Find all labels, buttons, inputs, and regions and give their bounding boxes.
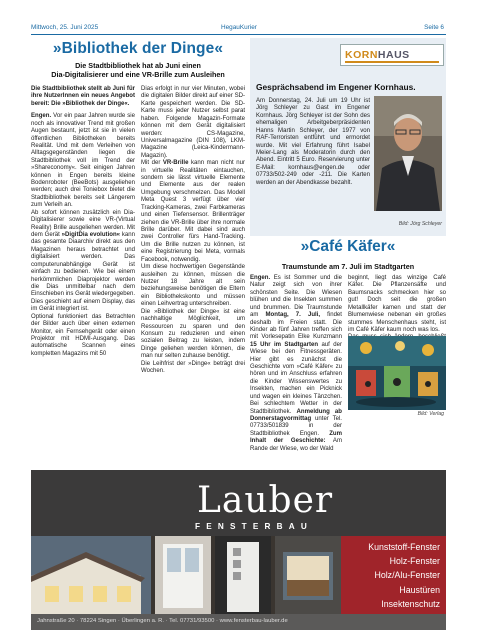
portrait-photo xyxy=(374,96,442,211)
body-text: Dias erfolgt in nur vier Minuten, wobei die digitalen Bilder direkt auf einer SD-Karte gespeichert werden. Die SD-Karte muss jeder Nutzer selbst parat haben. Folgende Magazin-Formate können mit dem Gerät digitalisiert werden: CS-Magazine, Universalmagazine (DIN 108), LKM-Magazine (Leica-Kindermann-Magazin). xyxy=(141,86,245,159)
body-text: Optional funktioniert das Betrachten der Bilder auch über einen externen Monitor, ein Fernsehgerät oder einen Projektor mit HDMI-Ausgang. Das automatische Scannen eines kompletten Magazins mit 50 xyxy=(31,313,135,357)
cafe-title: »Café Käfer« xyxy=(300,238,396,255)
body-text: Ab sofort können zusätzlich ein Dia-Digitalisierer sowie eine VR-(Virtual Reality) Brille ausgeliehen werden. Mit dem Gerät xyxy=(31,209,135,239)
kornhaus-heading: Gesprächsabend im Engener Kornhaus. xyxy=(256,82,416,92)
body-text: findet deshalb im Freien statt. Die Kinder ab fünf Jahren treffen sich mit Vorlesepatin Elke Kunzmann xyxy=(250,312,342,341)
body-text: beginnt, liegt das winzige Café Käfer. Die Pflanzensäfte und Baumsnacks schmecken hier so gut! Doch seit die großen Metallkäfer kamen und statt der Blumenwiese nebenan ein großes stummes Menschenhaus steht, ist im Café Käfer kaum noch was los. xyxy=(348,275,446,333)
cafe-column-1 xyxy=(250,275,342,453)
ad-product: Insektenschutz xyxy=(381,598,440,609)
body-text: Die »Bibliothek der Dinge« ist eine nachhaltige Möglichkeit, um Ressourcen zu sparen und den Konsum zu reduzieren und einen sozialen Beitrag zu leisten, indem Dinge geliehen werden können, die man nur selten zuhause benötigt. xyxy=(141,308,245,360)
kornhaus-box xyxy=(250,38,446,236)
ad-banner xyxy=(31,536,446,614)
ad-header xyxy=(31,470,446,530)
article-column-2 xyxy=(141,86,245,375)
ad-photos xyxy=(31,536,341,614)
ad-product-list xyxy=(368,540,440,611)
subtitle-line: Die Stadtbibliothek hat ab Juni einen xyxy=(75,61,201,70)
body-text: Die Leihfrist der »Dinge« beträgt drei Wochen. xyxy=(141,360,245,375)
body-text: Um diese hochwertigen Gegenstände ausleihen zu können, müssen die Nutzer 18 Jahre alt sein beziehungsweise benötigen die Eltern ein Bibliothekskonto und müssen einen Leihvertrag unterschreiben. xyxy=(141,264,245,308)
cafe-caption: Bild: Verlag xyxy=(417,411,444,417)
body-text: kann man nicht nur in virtuelle Realitäten eintauchen, sondern sie lässt virtuelle Elemente und Elemente aus der realen Umgebung verschmelzen. Das Modell Meta Quest 3 verfügt über vier Tracking-Kameras, zwei Farbkameras und einen Tiefensensor. Brillenträger ziehen die VR-Brille über ihre normale Brille darüber. Mit dabei sind auch zwei Controller fürs Hand-Tracking. Um die Brille nutzen zu können, ist eine Registrierung bei Meta, vormals Facebook, notwendig. xyxy=(141,160,245,263)
kornhaus-text: Am Donnerstag, 24. Juli um 19 Uhr ist Jörg Schleyer zu Gast im Engener Kornhaus. Jörg Schleyer ist der Sohn des ehemaligen Arbeitgeberpräsidenten Hanns Martin Schleyer, der 1977 von RAF-Terroristen entführt und ermordet wurde. Mit viel Erfahrung führt Isabel Meier-Lang als Moderatorin durch den Abend. Eintritt 5 Euro. Reservierung unter E-Mail: kornhaus@engen.de oder 07733/502-249 oder -211. Die Karten werden an der Abendkasse bezahlt. xyxy=(256,98,370,186)
dateline: Engen. xyxy=(250,275,271,281)
body-bold: Zum Inhalt der Geschichte: xyxy=(250,430,342,445)
body-bold: VR-Brille xyxy=(162,160,189,167)
lauber-advertisement xyxy=(31,470,446,630)
kornhaus-logo xyxy=(340,44,444,66)
body-bold: Anmeldung ab Donnerstagvormittag xyxy=(250,408,342,423)
logo-part: KORN xyxy=(345,49,378,61)
logo-bar xyxy=(345,61,439,63)
ad-product: Holz/Alu-Fenster xyxy=(374,570,440,581)
cafe-subtitle: Traumstunde am 7. Juli im Stadtgarten xyxy=(281,262,415,271)
body-text: auf der Wiese bei den Fitnessgeräten. Hier gibt es zunächst die Geschichte vom »Café Käfer« zu hören und im Anschluss erfahren die Kinder Wissenswertes zu Insekten, machen ein Picknick und wagen ein kleines Tänzchen. Bei schlechtem Wetter in der Stadtbibliothek. xyxy=(250,341,342,415)
body-text: Vor ein paar Jahren wurde sie noch als innovativer Trend mit großen Augen bestaunt, jetzt ist sie in vielen öffentlichen Bibliotheken bereits Realität. Und mit dem Verleihen von Alltagsgegenständen liegen die Stadtbibliothek voll im Trend der »Shareconomy«. Seit einigen Jahren können in Engen bereits kleine Bodenroboter (BeeBots) ausgeliehen werden; auch drei Toniebox bietet die Stadtbibliothek bereits seit Längerem zum Verleih an. xyxy=(31,113,135,209)
dateline: Engen. xyxy=(31,113,52,120)
ad-logo: Lauber xyxy=(197,480,334,521)
ad-product: Kunststoff-Fenster xyxy=(368,542,440,552)
header-page: Seite 6 xyxy=(424,24,444,31)
header-paper: HegauKurier xyxy=(221,24,257,31)
body-text: Mit der xyxy=(141,160,163,167)
body-bold: Montag, 7. Juli, xyxy=(265,312,321,319)
body-text: Es ist Sommer und die Natur zeigt sich von ihrer schönsten Seite. Die Wiesen blühen und die Insekten summen und brummen. Die Traumstunde am xyxy=(250,275,342,319)
body-text: Am Rande der Wiese, wo der Wald xyxy=(250,438,342,452)
body-text: kann das gesamte Diaarchiv direkt aus den Magazinen heraus betrachtet und digitalisiert werden. Das computerunabhängige Gerät ist einfach zu bedienen. Wie bei einem herkömmlichen Diaprojektor werden die Dias unmittelbar nach dem Einschieben ins Gerät wiedergegeben. Dies geschieht auf einem Display, das im Gerät integriert ist. xyxy=(31,232,136,313)
cafe-illustration xyxy=(348,336,446,410)
subtitle-line: Dia-Digitalisierer und eine VR-Brille zum Ausleihen xyxy=(51,70,225,79)
header-date: Mittwoch, 25. Juni 2025 xyxy=(31,24,99,31)
ad-subline: FENSTERBAU xyxy=(195,522,313,531)
article-title: »Bibliothek der Dinge« xyxy=(52,40,224,57)
body-text: unter Tel. 07733/501839 in der Stadtbibliothek Engen. xyxy=(250,416,342,437)
ad-product: Holz-Fenster xyxy=(389,556,440,567)
article-subtitle xyxy=(31,61,245,79)
header-rule xyxy=(31,34,446,35)
kornhaus-caption: Bild: Jörg Schleyer xyxy=(398,221,442,227)
ad-footer xyxy=(31,614,446,630)
body-bold: 15 Uhr im Stadtgarten xyxy=(250,341,319,348)
article-bibliothek xyxy=(31,38,245,375)
lead-text: Die Stadtbibliothek stellt ab Juni für ihre NutzerInnen ein neues Angebot bereit: Die »Bibliothek der Dinge«. xyxy=(31,86,135,107)
article-column-1 xyxy=(31,86,135,358)
body-bold: »DigitDia evolution« xyxy=(61,232,121,239)
ad-product: Haustüren xyxy=(399,584,440,595)
ad-footer-text: Jahnstraße 20 · 78224 Singen · Überlingen a. R. · Tel. 07731/93500 · www.fensterbau-lauber.de xyxy=(37,618,288,624)
logo-part: HAUS xyxy=(377,49,410,61)
